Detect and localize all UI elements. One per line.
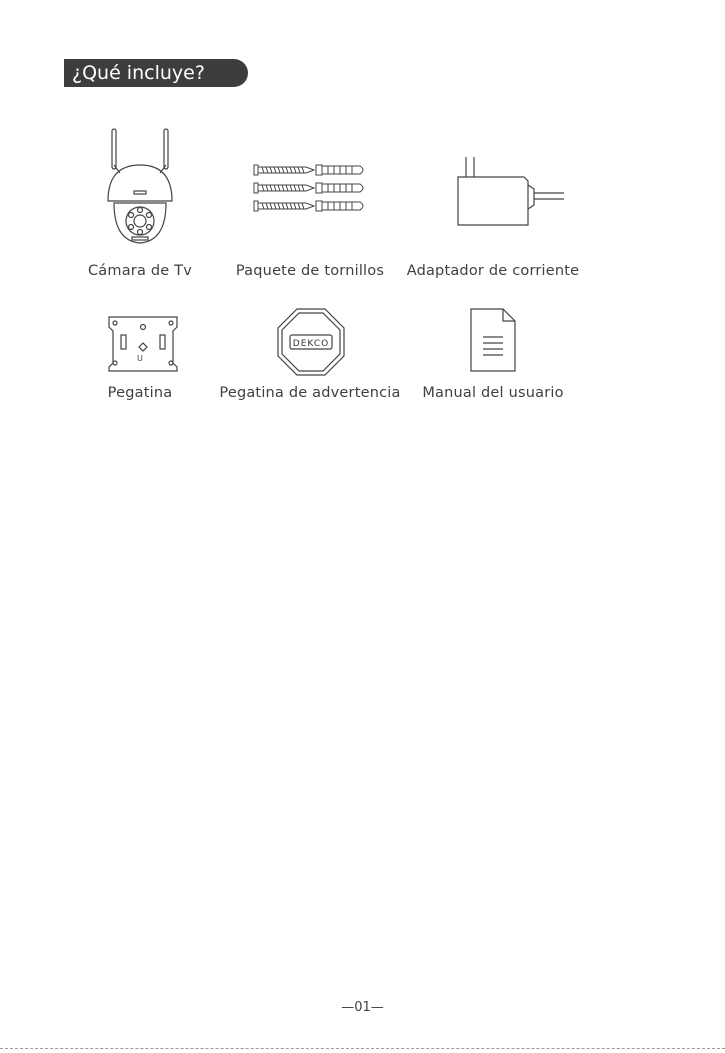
power-adapter-icon <box>448 155 568 265</box>
page-bottom-rule <box>0 1048 725 1049</box>
dash-right-icon: — <box>370 1000 384 1015</box>
item-label: Adaptador de corriente <box>406 263 580 279</box>
item-label: Cámara de Tv <box>87 263 193 279</box>
user-manual-icon <box>467 307 519 373</box>
item-label: Manual del usuario <box>422 385 564 401</box>
item-label: Pegatina de advertencia <box>219 385 401 401</box>
security-camera-icon <box>100 125 180 247</box>
svg-text:U: U <box>137 354 143 363</box>
section-title: ¿Qué incluye? <box>64 59 248 87</box>
screws-anchors-icon <box>250 155 370 255</box>
item-label: Paquete de tornillos <box>235 263 385 279</box>
page-number: —01— <box>341 1000 384 1015</box>
item-label: Pegatina <box>107 385 173 401</box>
mounting-plate-icon <box>103 313 183 375</box>
warning-sticker-text: DEKCO <box>292 339 330 349</box>
dash-left-icon: — <box>341 1000 355 1015</box>
warning-sticker-icon <box>276 307 346 377</box>
